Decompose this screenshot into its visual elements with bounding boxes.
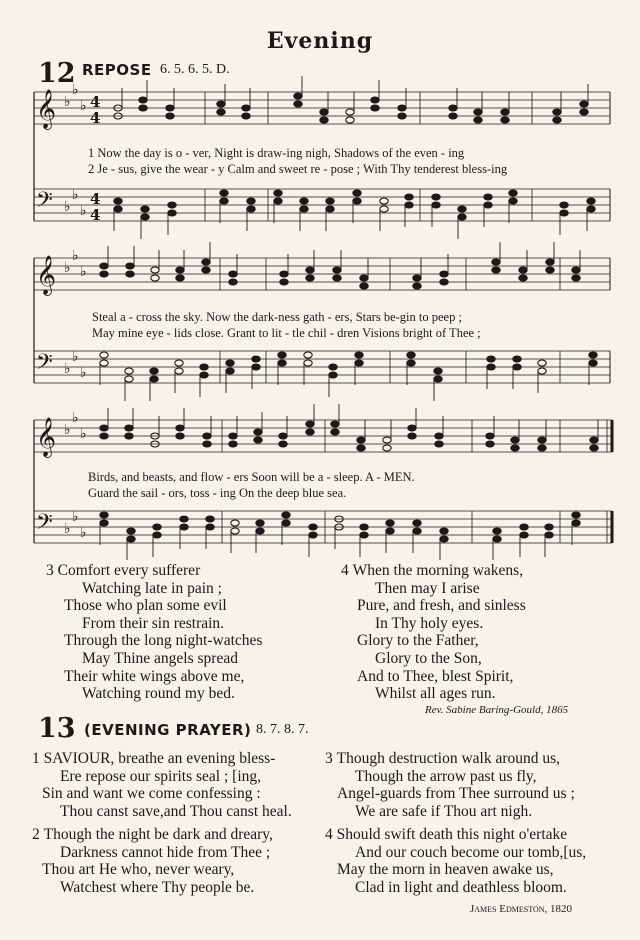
treble-clef-icon: 𝄞 [36,255,57,295]
note-head-icon [346,117,354,123]
note-head-icon [306,275,314,281]
author-credit: Rev. Sabine Baring-Gould, 1865 [425,704,569,716]
verse-line: Angel-guards from Thee surround us ; [337,785,575,803]
note-head-icon [545,532,553,538]
flat-icon: ♭ [80,365,87,381]
note-head-icon [309,524,317,530]
verse-line: Darkness cannot hide from Thee ; [60,843,271,861]
note-head-icon [538,360,546,366]
note-head-icon [432,202,440,208]
note-head-icon [440,536,448,542]
note-head-icon [153,532,161,538]
verse-line: Watching round my bed. [82,685,235,703]
note-head-icon [309,532,317,538]
note-head-icon [226,368,234,374]
note-head-icon [589,352,597,358]
note-head-icon [353,198,361,204]
treble-clef-icon: 𝄞 [36,417,57,457]
meter: 8. 7. 8. 7. [256,722,309,737]
note-head-icon [435,433,443,439]
note-head-icon [100,263,108,269]
flat-icon: ♭ [80,264,87,280]
author-credit: James Edmeston, 1820 [470,903,572,915]
note-head-icon [226,360,234,366]
note-head-icon [440,279,448,285]
note-head-icon [256,520,264,526]
verse-line: SAVIOUR, breathe an evening bless- [43,750,276,767]
note-head-icon [114,206,122,212]
note-head-icon [166,105,174,111]
flat-icon: ♭ [80,203,87,219]
flat-icon: ♭ [64,521,71,537]
verse-number: 3 [325,750,333,767]
meter: 6. 5. 6. 5. D. [160,62,230,77]
note-head-icon [501,117,509,123]
verse-line: Whilst all ages run. [375,685,496,703]
note-head-icon [487,364,495,370]
note-head-icon [590,437,598,443]
verse-line: Glory to the Son, [375,649,482,667]
note-head-icon [487,356,495,362]
flat-icon: ♭ [72,248,79,264]
note-head-icon [580,101,588,107]
note-head-icon [231,528,239,534]
note-head-icon [519,275,527,281]
verse-line: Sin and want we come confessing : [42,785,261,803]
page-title: Evening [266,28,374,54]
verse-line: Their white wings above me, [64,667,245,685]
time-signature-top: 4 [90,190,101,208]
note-head-icon [492,259,500,265]
note-head-icon [139,105,147,111]
note-head-icon [413,528,421,534]
note-head-icon [486,433,494,439]
note-head-icon [200,364,208,370]
note-head-icon [125,425,133,431]
note-head-icon [229,433,237,439]
verse-line: Though destruction walk around us, [336,750,561,767]
note-head-icon [329,364,337,370]
note-head-icon [346,109,354,115]
note-head-icon [553,109,561,115]
note-head-icon [513,356,521,362]
note-head-icon [206,524,214,530]
verse-block-4 [325,826,586,896]
note-head-icon [114,198,122,204]
flat-icon: ♭ [80,426,87,442]
verse-number: 1 [32,750,40,767]
note-head-icon [300,206,308,212]
flat-icon: ♭ [80,98,87,114]
note-head-icon [580,109,588,115]
flat-icon: ♭ [64,260,71,276]
note-head-icon [538,445,546,451]
note-head-icon [100,360,108,366]
note-head-icon [509,198,517,204]
note-head-icon [553,117,561,123]
flat-icon: ♭ [80,525,87,541]
flat-icon: ♭ [64,94,71,110]
note-head-icon [513,364,521,370]
note-head-icon [546,267,554,273]
note-head-icon [176,425,184,431]
note-head-icon [126,263,134,269]
note-head-icon [176,275,184,281]
note-head-icon [509,190,517,196]
note-head-icon [320,109,328,115]
note-head-icon [383,437,391,443]
note-head-icon [175,360,183,366]
verse-block-2 [32,826,273,896]
note-head-icon [474,117,482,123]
note-head-icon [492,267,500,273]
note-head-icon [413,520,421,526]
note-head-icon [355,352,363,358]
note-head-icon [408,425,416,431]
note-head-icon [440,271,448,277]
note-head-icon [100,520,108,526]
note-head-icon [176,267,184,273]
note-head-icon [407,352,415,358]
verse-line: Watchest where Thy people be. [60,878,255,896]
verse-line: Those who plan some evil [64,597,227,615]
note-head-icon [572,267,580,273]
hymn-number-12: 12 [38,58,76,89]
note-head-icon [413,283,421,289]
note-head-icon [153,524,161,530]
note-head-icon [206,516,214,522]
note-head-icon [546,259,554,265]
note-head-icon [331,421,339,427]
note-head-icon [126,271,134,277]
note-head-icon [432,194,440,200]
note-head-icon [560,202,568,208]
note-head-icon [217,109,225,115]
note-head-icon [125,376,133,382]
note-head-icon [254,429,262,435]
note-head-icon [278,360,286,366]
note-head-icon [100,425,108,431]
note-head-icon [247,198,255,204]
note-head-icon [252,356,260,362]
note-head-icon [413,275,421,281]
verse-line: Through the long night-watches [64,632,263,650]
note-head-icon [511,445,519,451]
lyric-line: 2 Je - sus, give the wear - y Calm and sweet re - pose ; With Thy tenderest bless-ing [88,162,508,176]
note-head-icon [242,113,250,119]
time-signature-bottom: 4 [90,206,101,224]
verse-line: Should swift death this night o'ertake [336,826,568,843]
note-head-icon [141,206,149,212]
note-head-icon [127,536,135,542]
note-head-icon [560,210,568,216]
note-head-icon [398,105,406,111]
verse-line: Though the arrow past us fly, [355,767,537,785]
note-head-icon [202,259,210,265]
verse-block-1 [32,750,292,820]
note-head-icon [587,198,595,204]
note-head-icon [306,421,314,427]
note-head-icon [200,372,208,378]
note-head-icon [141,214,149,220]
note-head-icon [274,190,282,196]
note-head-icon [493,528,501,534]
note-head-icon [304,352,312,358]
note-head-icon [220,198,228,204]
note-head-icon [589,360,597,366]
note-head-icon [371,105,379,111]
note-head-icon [306,429,314,435]
flat-icon: ♭ [72,509,79,525]
note-head-icon [520,524,528,530]
verse-line: Thou art He who, never weary, [42,861,235,879]
note-head-icon [407,360,415,366]
note-head-icon [538,368,546,374]
note-head-icon [166,113,174,119]
note-head-icon [360,275,368,281]
note-head-icon [151,267,159,273]
note-head-icon [360,532,368,538]
note-head-icon [405,194,413,200]
note-head-icon [440,528,448,534]
note-head-icon [229,279,237,285]
verse-line: From their sin restrain. [82,614,225,632]
note-head-icon [484,194,492,200]
note-head-icon [326,198,334,204]
verse-number: 4 [325,826,333,843]
verse-line: Then may I arise [375,579,480,597]
note-head-icon [572,512,580,518]
lyric-line: 1 Now the day is o - ver, Night is draw-ing nigh, Shadows of the even - ing [88,146,465,160]
note-head-icon [486,441,494,447]
note-head-icon [139,97,147,103]
flat-icon: ♭ [64,199,71,215]
note-head-icon [333,267,341,273]
note-head-icon [202,267,210,273]
note-head-icon [434,376,442,382]
note-head-icon [590,445,598,451]
note-head-icon [282,520,290,526]
verse-line: Glory to the Father, [357,632,479,650]
note-head-icon [247,206,255,212]
note-head-icon [360,283,368,289]
note-head-icon [252,364,260,370]
note-head-icon [329,372,337,378]
note-head-icon [278,352,286,358]
note-head-icon [572,520,580,526]
verse-line: Comfort every sufferer [57,562,201,579]
note-head-icon [180,524,188,530]
note-head-icon [538,437,546,443]
note-head-icon [333,275,341,281]
note-head-icon [511,437,519,443]
treble-clef-icon: 𝄞 [36,89,57,129]
note-head-icon [386,528,394,534]
note-head-icon [100,433,108,439]
note-head-icon [279,433,287,439]
note-head-icon [220,190,228,196]
note-head-icon [125,368,133,374]
note-head-icon [151,275,159,281]
verse-block-3 [325,750,575,820]
note-head-icon [380,198,388,204]
note-head-icon [217,101,225,107]
note-head-icon [380,206,388,212]
tune-name: (EVENING PRAYER) [84,721,252,739]
verse-line: Clad in light and deathless bloom. [355,878,567,896]
note-head-icon [176,433,184,439]
note-head-icon [435,441,443,447]
note-head-icon [357,445,365,451]
note-head-icon [458,214,466,220]
verse-line: When the morning wakens, [352,562,524,579]
note-head-icon [474,109,482,115]
lyric-line: May mine eye - lids close. Grant to lit - tle chil - dren Visions bright of Thee ; [92,326,481,340]
note-head-icon [203,433,211,439]
lyric-line: Birds, and beasts, and flow - ers Soon will be a - sleep. A - MEN. [88,470,415,484]
note-head-icon [304,360,312,366]
note-head-icon [150,368,158,374]
note-head-icon [484,202,492,208]
note-head-icon [282,512,290,518]
note-head-icon [331,429,339,435]
note-head-icon [280,279,288,285]
note-head-icon [355,360,363,366]
note-head-icon [279,441,287,447]
verse-line: Thou canst save,and Thou canst heal. [60,802,292,820]
verse-line: And our couch become our tomb,[us, [355,843,587,861]
flat-icon: ♭ [72,349,79,365]
note-head-icon [125,433,133,439]
note-head-icon [306,267,314,273]
note-head-icon [353,190,361,196]
note-head-icon [280,271,288,277]
flat-icon: ♭ [72,410,79,426]
flat-icon: ♭ [72,187,79,203]
note-head-icon [294,101,302,107]
verse-line: Pure, and fresh, and sinless [357,597,526,615]
note-head-icon [256,528,264,534]
bass-clef-icon: 𝄢 [36,510,53,540]
note-head-icon [168,202,176,208]
tune-name: REPOSE [82,61,152,79]
note-head-icon [357,437,365,443]
note-head-icon [434,368,442,374]
note-head-icon [386,520,394,526]
note-head-icon [229,441,237,447]
note-head-icon [449,105,457,111]
note-head-icon [449,113,457,119]
note-head-icon [545,524,553,530]
flat-icon: ♭ [64,422,71,438]
flat-icon: ♭ [72,82,79,98]
note-head-icon [254,437,262,443]
note-head-icon [100,512,108,518]
flat-icon: ♭ [64,361,71,377]
note-head-icon [360,524,368,530]
note-head-icon [127,528,135,534]
note-head-icon [383,445,391,451]
note-head-icon [398,113,406,119]
verse-line: Ere repose our spirits seal ; [ing, [60,767,262,785]
note-head-icon [203,441,211,447]
verse-number: 3 [46,562,54,579]
time-signature-top: 4 [90,93,101,111]
note-head-icon [294,93,302,99]
note-head-icon [408,433,416,439]
note-head-icon [175,368,183,374]
note-head-icon [274,198,282,204]
note-head-icon [300,198,308,204]
note-head-icon [587,206,595,212]
bass-clef-icon: 𝄢 [36,188,53,218]
note-head-icon [242,105,250,111]
note-head-icon [229,271,237,277]
note-head-icon [168,210,176,216]
verse-line: May Thine angels spread [82,649,238,667]
note-head-icon [519,267,527,273]
verse-line: May the morn in heaven awake us, [337,861,554,879]
note-head-icon [520,532,528,538]
note-head-icon [180,516,188,522]
note-head-icon [100,352,108,358]
verse-number: 4 [341,562,349,579]
note-head-icon [458,206,466,212]
verse-block-3 [46,562,262,703]
verse-line: We are safe if Thou art nigh. [355,802,533,820]
lyric-line: Steal a - cross the sky. Now the dark-ness gath - ers, Stars be-gin to peep ; [92,310,462,324]
note-head-icon [231,520,239,526]
note-head-icon [326,206,334,212]
note-head-icon [371,97,379,103]
verse-block-4 [341,562,526,703]
verse-line: Watching late in pain ; [82,579,222,597]
note-head-icon [501,109,509,115]
verse-line: And to Thee, blest Spirit, [357,667,514,685]
note-head-icon [150,376,158,382]
note-head-icon [572,275,580,281]
verse-number: 2 [32,826,40,843]
note-head-icon [100,271,108,277]
hymn-number-13: 13 [38,713,76,744]
note-head-icon [405,202,413,208]
note-head-icon [493,536,501,542]
note-head-icon [320,117,328,123]
lyric-line: Guard the sail - ors, toss - ing On the deep blue sea. [88,486,347,500]
time-signature-bottom: 4 [90,109,101,127]
verse-line: Though the night be dark and dreary, [43,826,273,843]
bass-clef-icon: 𝄢 [36,350,53,380]
verse-line: In Thy holy eyes. [375,614,484,632]
